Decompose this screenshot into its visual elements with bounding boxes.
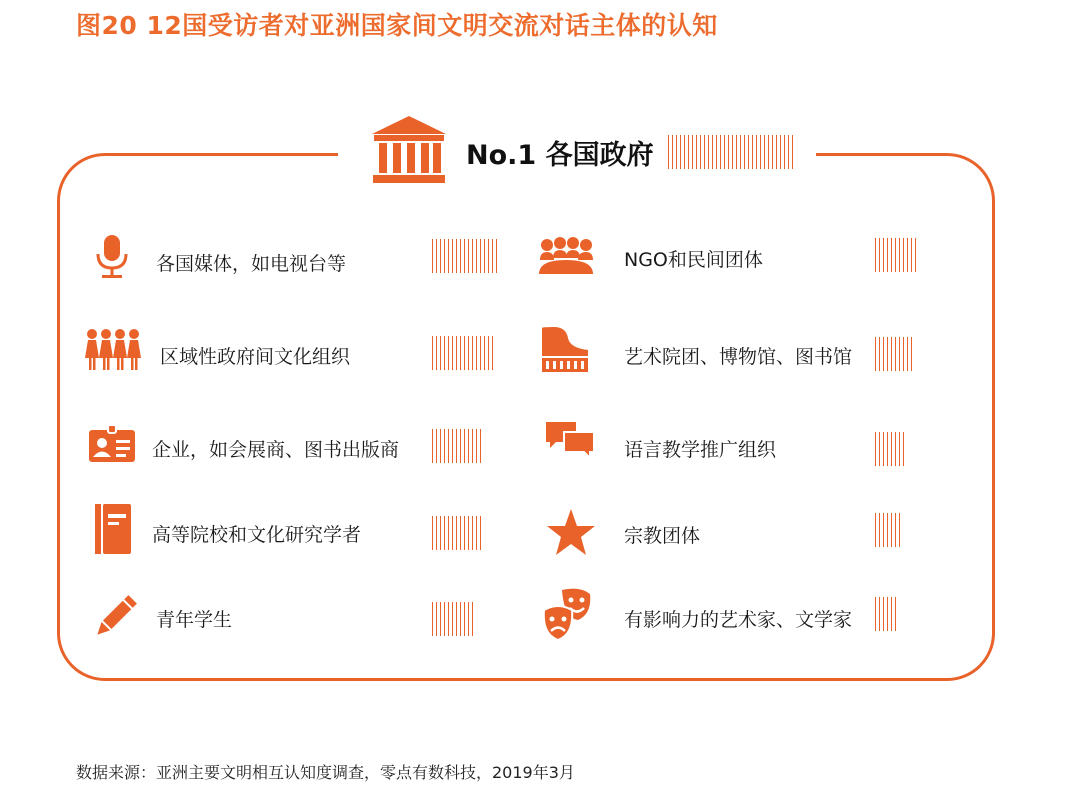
speech-bubbles-icon <box>544 420 596 460</box>
top-rank-bar <box>668 135 794 169</box>
ranking-frame <box>57 153 995 681</box>
figure-title: 图20 12国受访者对亚洲国家间文明交流对话主体的认知 <box>76 11 718 40</box>
microphone-icon <box>90 234 134 280</box>
top-rank-item <box>370 112 794 192</box>
book-icon <box>94 503 132 555</box>
right-item-bar <box>875 513 900 547</box>
government-building-icon <box>370 114 448 190</box>
right-item-label: 艺术院团、博物馆、图书馆 <box>624 346 853 368</box>
right-item-label: NGO和民间团体 <box>624 249 763 271</box>
top-rank-label: No.1 各国政府 <box>466 139 654 171</box>
piano-icon <box>540 326 590 374</box>
pencil-icon <box>92 594 138 640</box>
right-item-bar <box>875 432 907 466</box>
right-item-label: 宗教团体 <box>624 525 701 547</box>
meeting-group-icon <box>538 236 594 276</box>
people-group-icon <box>84 328 144 372</box>
left-item-bar <box>432 336 495 370</box>
left-item-label: 区域性政府间文化组织 <box>160 346 351 368</box>
left-item-label: 青年学生 <box>156 609 233 631</box>
right-item-bar <box>875 597 897 631</box>
data-source-note: 数据来源：亚洲主要文明相互认知度调查，零点有数科技，2019年3月 <box>76 763 575 782</box>
star-icon <box>546 508 596 556</box>
right-item-bar <box>875 337 912 371</box>
left-item-bar <box>432 516 482 550</box>
right-item-label: 语言教学推广组织 <box>624 439 777 461</box>
right-item-bar <box>875 238 917 272</box>
right-item-label: 有影响力的艺术家、文学家 <box>624 609 853 631</box>
left-item-bar <box>432 602 475 636</box>
left-item-label: 高等院校和文化研究学者 <box>152 524 362 546</box>
left-item-bar <box>432 239 498 273</box>
left-item-bar <box>432 429 482 463</box>
id-card-icon <box>88 424 136 464</box>
left-item-label: 各国媒体，如电视台等 <box>156 253 347 275</box>
left-item-label: 企业，如会展商、图书出版商 <box>152 439 400 461</box>
theater-masks-icon <box>542 588 594 642</box>
